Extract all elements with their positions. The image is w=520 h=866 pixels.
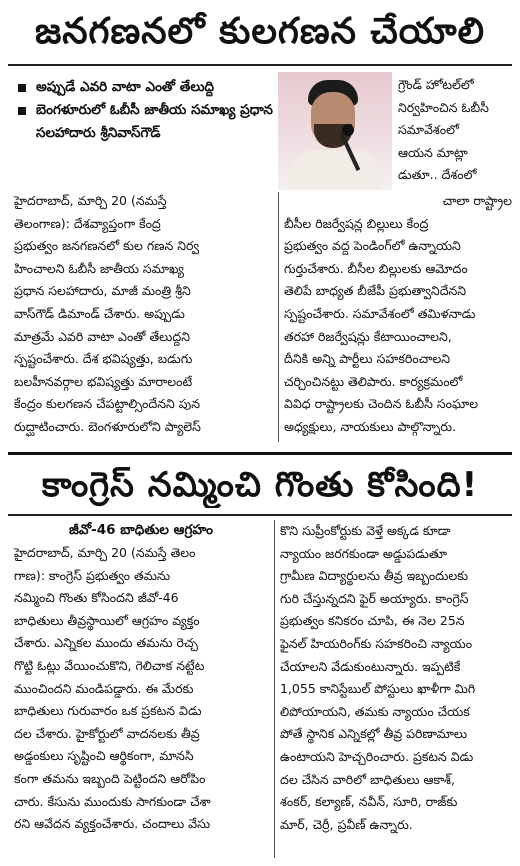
text-line: మాత్రమే ఎవరి వాటా ఎంతో తేలుద్దని xyxy=(14,328,190,344)
text-line: హైదరాబాద్, మార్చి 20 (నమస్తే తెలం xyxy=(14,545,196,560)
text-line: ముంచిందని మండిపడ్డారు. ఈ మేరకు xyxy=(14,680,194,696)
column-rule xyxy=(278,192,279,442)
text-line: ప్రభుత్వం జనగణనలో కుల గణన నిర్వ xyxy=(14,238,200,254)
bullet-item: అప్పుడే ఎవరి వాటా ఎంతో తేలుద్ది xyxy=(18,76,276,99)
text-line: రని ఆవేదన వ్యక్తంచేశారు. చందాలు వేసు xyxy=(14,816,211,832)
text-line: అధ్యక్షులు, నాయకులు పాల్గొన్నారు. xyxy=(284,418,457,434)
text-line: కేంద్రం కులగణన చేపట్టాల్సిందేనని పున xyxy=(14,396,200,412)
photo-side-text xyxy=(398,74,512,187)
text-line: గురి చేస్తున్నదని ఫైర్ అయ్యారు. కాంగ్రెస్ xyxy=(280,590,469,606)
text-line: సమావేశంలో xyxy=(398,122,459,138)
text-line: దీనికి అన్ని పార్టీలు సహకరించాలని xyxy=(284,351,451,367)
right-column xyxy=(284,190,512,439)
text-line: డుతూ.. దేశంలో xyxy=(398,167,477,183)
text-line: చాలా రాష్ట్రాల xyxy=(442,193,512,208)
text-line: చర్చించినట్టు తెలిపారు. కార్యక్రమంలో xyxy=(284,373,463,389)
text-line: హించాలని ఓబీసీ జాతీయ సమాఖ్య xyxy=(14,260,184,276)
text-line: చేయాలని వేడుకుంటున్నారు. ఇప్పటికే xyxy=(280,658,461,674)
text-line: ప్రభుత్వం కనికరం చూపి, ఈ నెల 25న xyxy=(280,613,465,629)
text-line: పోతే స్థానిక ఎన్నికల్లో తీవ్ర పరిణామాలు xyxy=(280,726,468,742)
text-line: స్పష్టంచేశారు. దేశ భవిష్యత్తు, బడుగు xyxy=(14,351,193,367)
article-separator xyxy=(8,452,512,455)
text-line: వాస్‌గౌడ్ డిమాండ్ చేశారు. అప్పుడు xyxy=(14,305,185,321)
left-column xyxy=(14,190,272,439)
text-line: ఫైనల్ హియరింగ్‌కు సహకరించి న్యాయం xyxy=(280,635,473,651)
headline: జనగణనలో కులగణన చేయాలి xyxy=(34,11,486,52)
text-line: దల చేశారు. హైకోర్టులో వాదనలకు తీవ్ర xyxy=(14,725,200,741)
microphone-head xyxy=(342,124,354,136)
text-line: కంగా తమను ఇబ్బంది పెట్టిందని ఆరోపిం xyxy=(14,770,206,786)
text-line: నమ్మించి గొంతు కోసిందని జీవో-46 xyxy=(14,590,179,606)
text-line: తెలిపే బాధ్యత బీజేపీ ప్రభుత్వానిదేనని xyxy=(284,283,467,299)
text-line: న్యాయం జరగకుండా అడ్డుపడుతూ xyxy=(280,545,447,561)
photo-body xyxy=(288,150,382,190)
text-line: బాధితులు గురువారం ఒక ప్రకటన విడు xyxy=(14,703,202,719)
text-line: నిర్వహించిన ఓబీసీ xyxy=(398,99,489,115)
text-line: ప్రధాన సలహాదారు, మాజీ మంత్రి శ్రీని xyxy=(14,283,191,299)
text-line: గ్రామీణ విద్యార్థులను తీవ్ర ఇబ్బందులకు xyxy=(280,568,469,584)
text-line: మార్, చెర్రీ, ప్రవీణ్ ఉన్నారు. xyxy=(280,816,413,832)
text-line: గొట్టి ఓట్లు వేయించుకొని, గెలిచాక నట్టేట xyxy=(14,657,205,673)
text-line: లిపోయాయని, తమకు న్యాయం చేయక xyxy=(280,703,470,719)
subheading: జీవో-46 బాధితుల ఆగ్రహం xyxy=(69,522,213,538)
bullet-item: బెంగళూరులో ఓబీసీ జాతీయ సమాఖ్య ప్రధాన సలహాదారు శ్రీనివాస్‌గౌడ్ xyxy=(18,99,276,145)
headline-rule xyxy=(8,514,512,516)
text-line: గుర్తుచేశారు. బీసీల బిల్లులకు ఆమోదం xyxy=(284,260,468,276)
text-line: వివిధ రాష్ట్రాలకు చెందిన ఓబీసీ సంఘాల xyxy=(284,396,479,412)
text-line: గ్రౌండ్ హోటల్‌లో xyxy=(398,77,474,92)
text-line: చారు. కేసును ముందుకు సాగకుండా చేశా xyxy=(14,793,211,809)
right-column xyxy=(280,520,512,836)
text-line: అడ్డంకులు సృష్టించి ఆర్థికంగా, మానసి xyxy=(14,748,194,764)
text-line: ప్రభుత్వం వద్ద పెండింగ్‌లో ఉన్నాయని xyxy=(284,238,461,254)
article-go46-victims xyxy=(0,456,520,866)
text-line: బీసీల రిజర్వేషన్ల బిల్లులు కేంద్ర xyxy=(284,215,429,231)
text-line: గాణ): కాంగ్రెస్ ప్రభుత్వం తమను xyxy=(14,567,171,583)
text-line: బాధితులు తీవ్రస్థాయిలో ఆగ్రహం వ్యక్తం xyxy=(14,612,200,628)
text-line: ఆయన మాట్లా xyxy=(398,144,468,160)
speaker-photo xyxy=(278,72,392,190)
text-line: హైదరాబాద్, మార్చి 20 (నమస్తే xyxy=(14,193,167,208)
text-line: రుద్ఘాటించారు. బెంగళూరులోని ప్యాలెస్ xyxy=(14,418,201,434)
column-rule xyxy=(274,520,275,858)
headline-rule xyxy=(8,64,512,66)
text-line: కొని సుప్రీంకోర్టుకు వెళ్తే అక్కడ కూడా xyxy=(280,523,451,538)
text-line: ఉంటాయని హెచ్చరించారు. ప్రకటన విడు xyxy=(280,748,474,764)
text-line: చేశారు. ఎన్నికల ముందు తమను రెచ్చ xyxy=(14,635,198,651)
left-column xyxy=(14,518,268,836)
headline: కాంగ్రెస్ నమ్మించి గొంతు కోసింది! xyxy=(41,465,479,505)
text-line: దల చేసిన వారిలో బాధితులు ఆకాశ్, xyxy=(280,771,456,787)
text-line: స్పష్టంచేశారు. సమావేశంలో తమిళనాడు xyxy=(284,305,476,321)
text-line: తెలంగాణ): దేశవ్యాప్తంగా కేంద్ర xyxy=(14,215,161,231)
text-line: 1,055 కానిస్టేబుల్ పోస్టులు ఖాళీగా మిగి xyxy=(280,681,476,697)
text-line: బలహీనవర్గాల భవిష్యత్తు మారాలంటే xyxy=(14,373,193,389)
highlight-bullets xyxy=(18,76,276,145)
text-line: శంకర్, కల్యాణ్, నవీన్, సూరి, రాజ్‌కు xyxy=(280,794,458,810)
text-line: తరహా రిజర్వేషన్లు కేటాయించాలని, xyxy=(284,328,452,344)
